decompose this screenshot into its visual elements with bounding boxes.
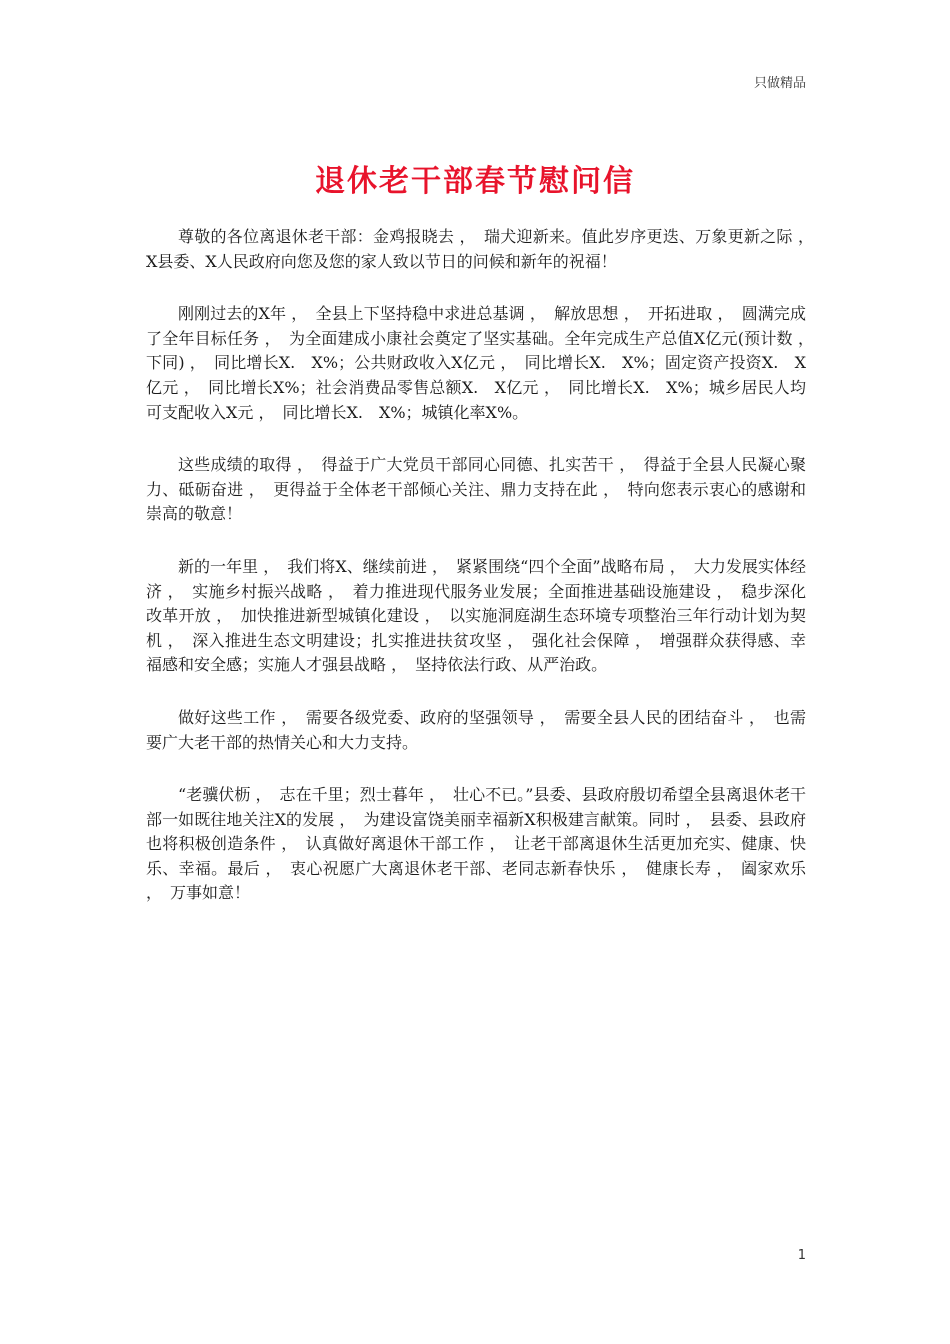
header-note: 只做精品	[753, 76, 806, 91]
page-number: 1	[797, 1248, 806, 1263]
letter-body	[146, 225, 823, 934]
paragraph-closing: “老骥伏枥 ， 志在千里；烈士暮年 ， 壮心不已。”县委、县政府殷切希望全县离退休老干部一如既往地关注X的发展 ， 为建设富饶美丽幸福新X积极建言献策。同时 ， 县委、县政府也将积极创造条件 ， 认真做好离退休干部工作 ， 让老干部离退休生活更加充实、健康、快乐、幸福。最后 ， 衷心祝愿广大离退休老干部、老同志新春快乐 ， 健康长寿 ， 阖家欢乐 ， 万事如意！	[146, 785, 806, 903]
paragraph-support: 做好这些工作 ， 需要各级党委、政府的坚强领导 ， 需要全县人民的团结奋斗 ， 也需要广大老干部的热情关心和大力支持。	[146, 707, 806, 752]
paragraph-achievements: 刚刚过去的X年 ， 全县上下坚持稳中求进总基调 ， 解放思想 ， 开拓进取 ， 圆满完成了全年目标任务 ， 为全面建成小康社会奠定了坚实基础。全年完成生产总值X亿元(预计数 ， 下同) ， 同比增长X. X%；公共财政收入X亿元 ， 同比增长X. X%；固定资产投资X. X亿元 ， 同比增长X%；社会消费品零售总额X. X亿元 ， 同比增长X. X%；城乡居民人均可支配收入X元 ， 同比增长X. X%；城镇化率X%。	[146, 304, 823, 422]
paragraph-greeting: 尊敬的各位离退休老干部：金鸡报晓去 ， 瑞犬迎新来。值此岁序更迭、万象更新之际 ， X县委、X人民政府向您及您的家人致以节日的问候和新年的祝福！	[146, 227, 823, 271]
paragraph-plans: 新的一年里 ， 我们将X、继续前进 ， 紧紧围绕“四个全面”战略布局 ， 大力发展实体经济 ， 实施乡村振兴战略 ， 着力推进现代服务业发展；全面推进基础设施建设 ， 稳步深化改革开放 ， 加快推进新型城镇化建设 ， 以实施洞庭湖生态环境专项整治三年行动计划为契机 ， 深入推进生态文明建设；扎实推进扶贫攻坚 ， 强化社会保障 ， 增强群众获得感、幸福感和安全感；实施人才强县战略 ， 坚持依法行政、从严治政。	[146, 556, 806, 675]
document-title: 退休老干部春节慰问信	[315, 164, 635, 199]
paragraph-thanks: 这些成绩的取得 ， 得益于广大党员干部同心同德、扎实苦干 ， 得益于全县人民凝心聚力、砥砺奋进 ， 更得益于全体老干部倾心关注、鼎力支持在此 ， 特向您表示衷心的感谢和崇高的敬意！	[146, 455, 806, 524]
